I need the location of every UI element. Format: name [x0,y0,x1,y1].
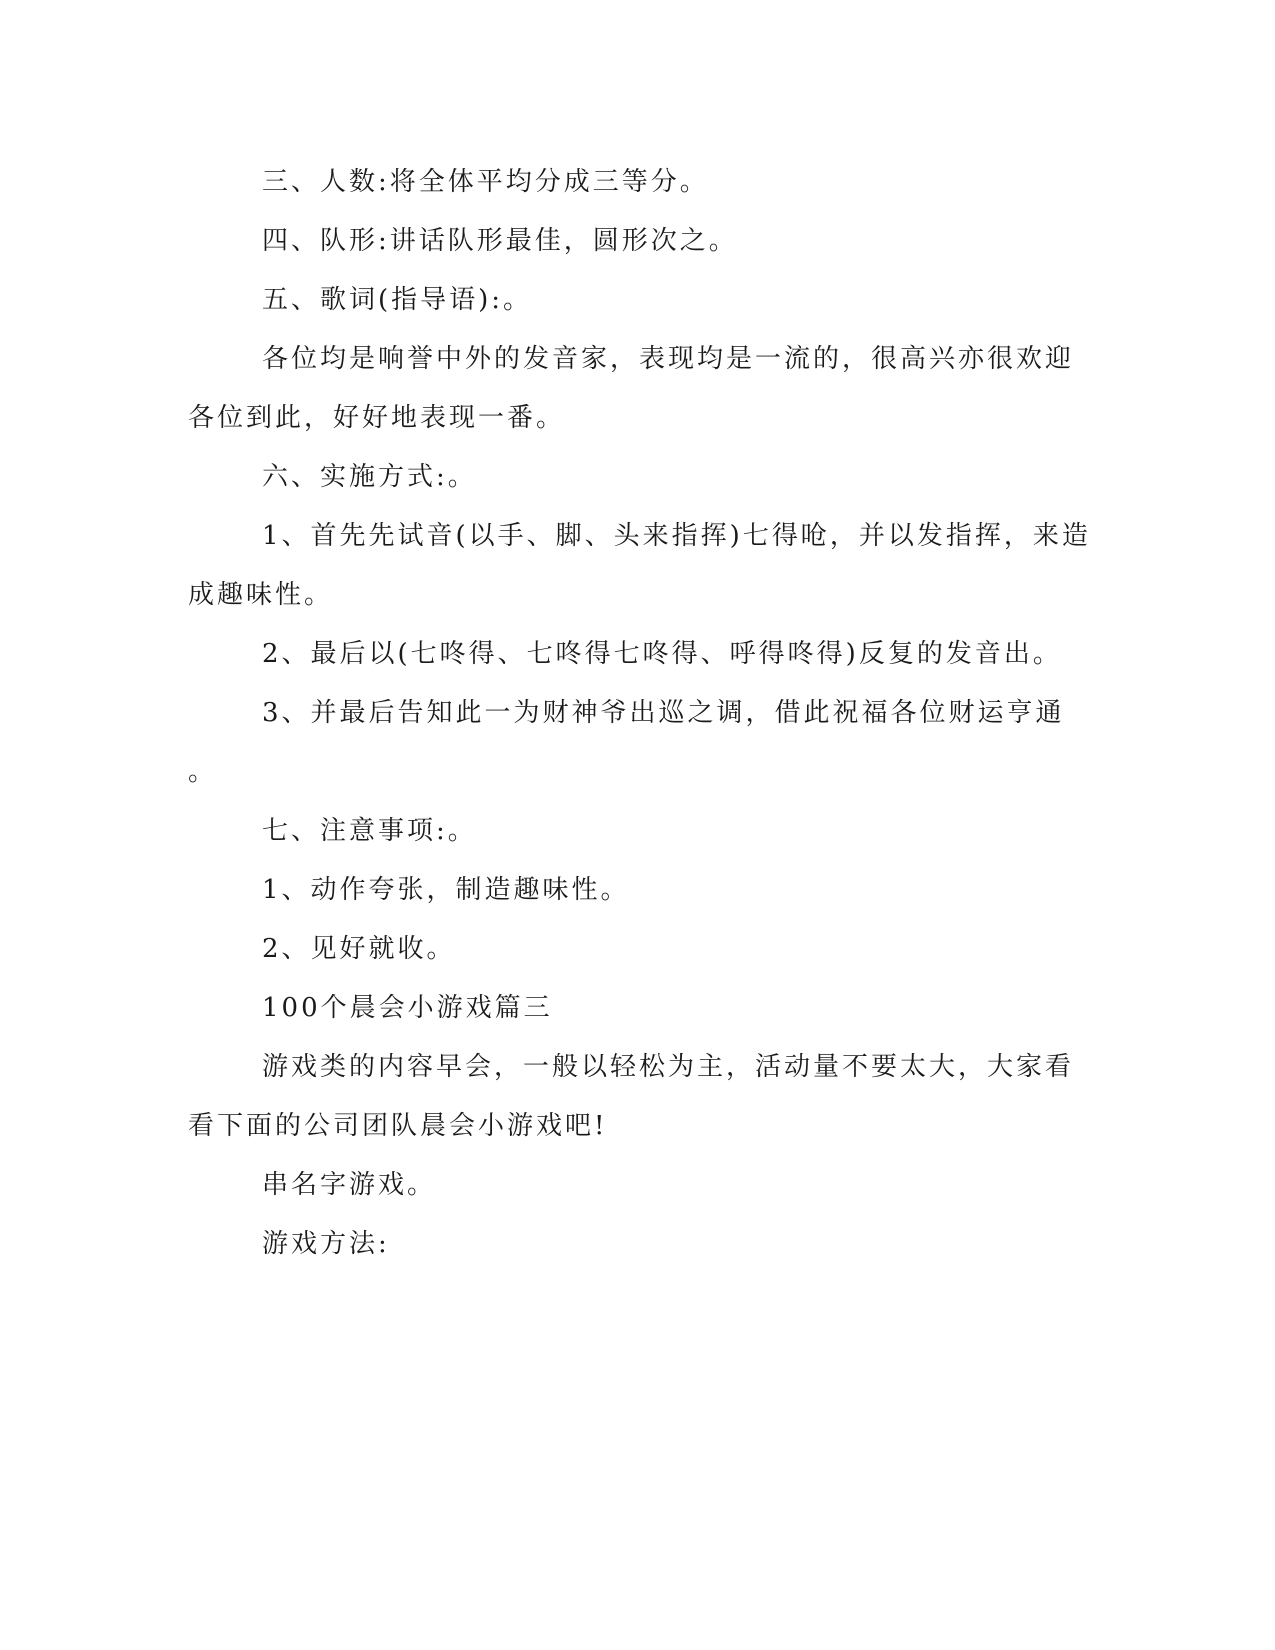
paragraph-line: 2、最后以(七咚得、七咚得七咚得、呼得咚得)反复的发音出。 [262,639,1062,669]
paragraph-line: 串名字游戏。 [262,1170,437,1200]
paragraph-line: 1、首先先试音(以手、脚、头来指挥)七得呛，并以发指挥，来造 [262,521,1091,551]
paragraph-line: 看下面的公司团队晨会小游戏吧! [188,1111,608,1141]
paragraph-line: 游戏方法: [262,1229,390,1259]
paragraph-line: 游戏类的内容早会，一般以轻松为主，活动量不要太大，大家看 [262,1052,1075,1082]
paragraph-line: 各位均是响誉中外的发音家，表现均是一流的，很高兴亦很欢迎 [262,344,1075,374]
paragraph-line: 2、见好就收。 [262,934,456,964]
paragraph-line: 五、歌词(指导语):。 [262,285,533,315]
paragraph-line: 1、动作夸张，制造趣味性。 [262,875,630,905]
paragraph-line: 各位到此，好好地表现一番。 [188,403,566,433]
paragraph-line: 七、注意事项:。 [262,816,477,846]
paragraph-line: 三、人数:将全体平均分成三等分。 [262,167,709,197]
paragraph-line: 成趣味性。 [188,580,334,610]
paragraph-line: 。 [188,757,218,787]
paragraph-line: 六、实施方式:。 [262,462,477,492]
section-heading: 100个晨会小游戏篇三 [262,993,553,1023]
paragraph-line: 四、队形:讲话队形最佳，圆形次之。 [262,226,738,256]
paragraph-line: 3、并最后告知此一为财神爷出巡之调，借此祝福各位财运亨通 [262,698,1065,728]
